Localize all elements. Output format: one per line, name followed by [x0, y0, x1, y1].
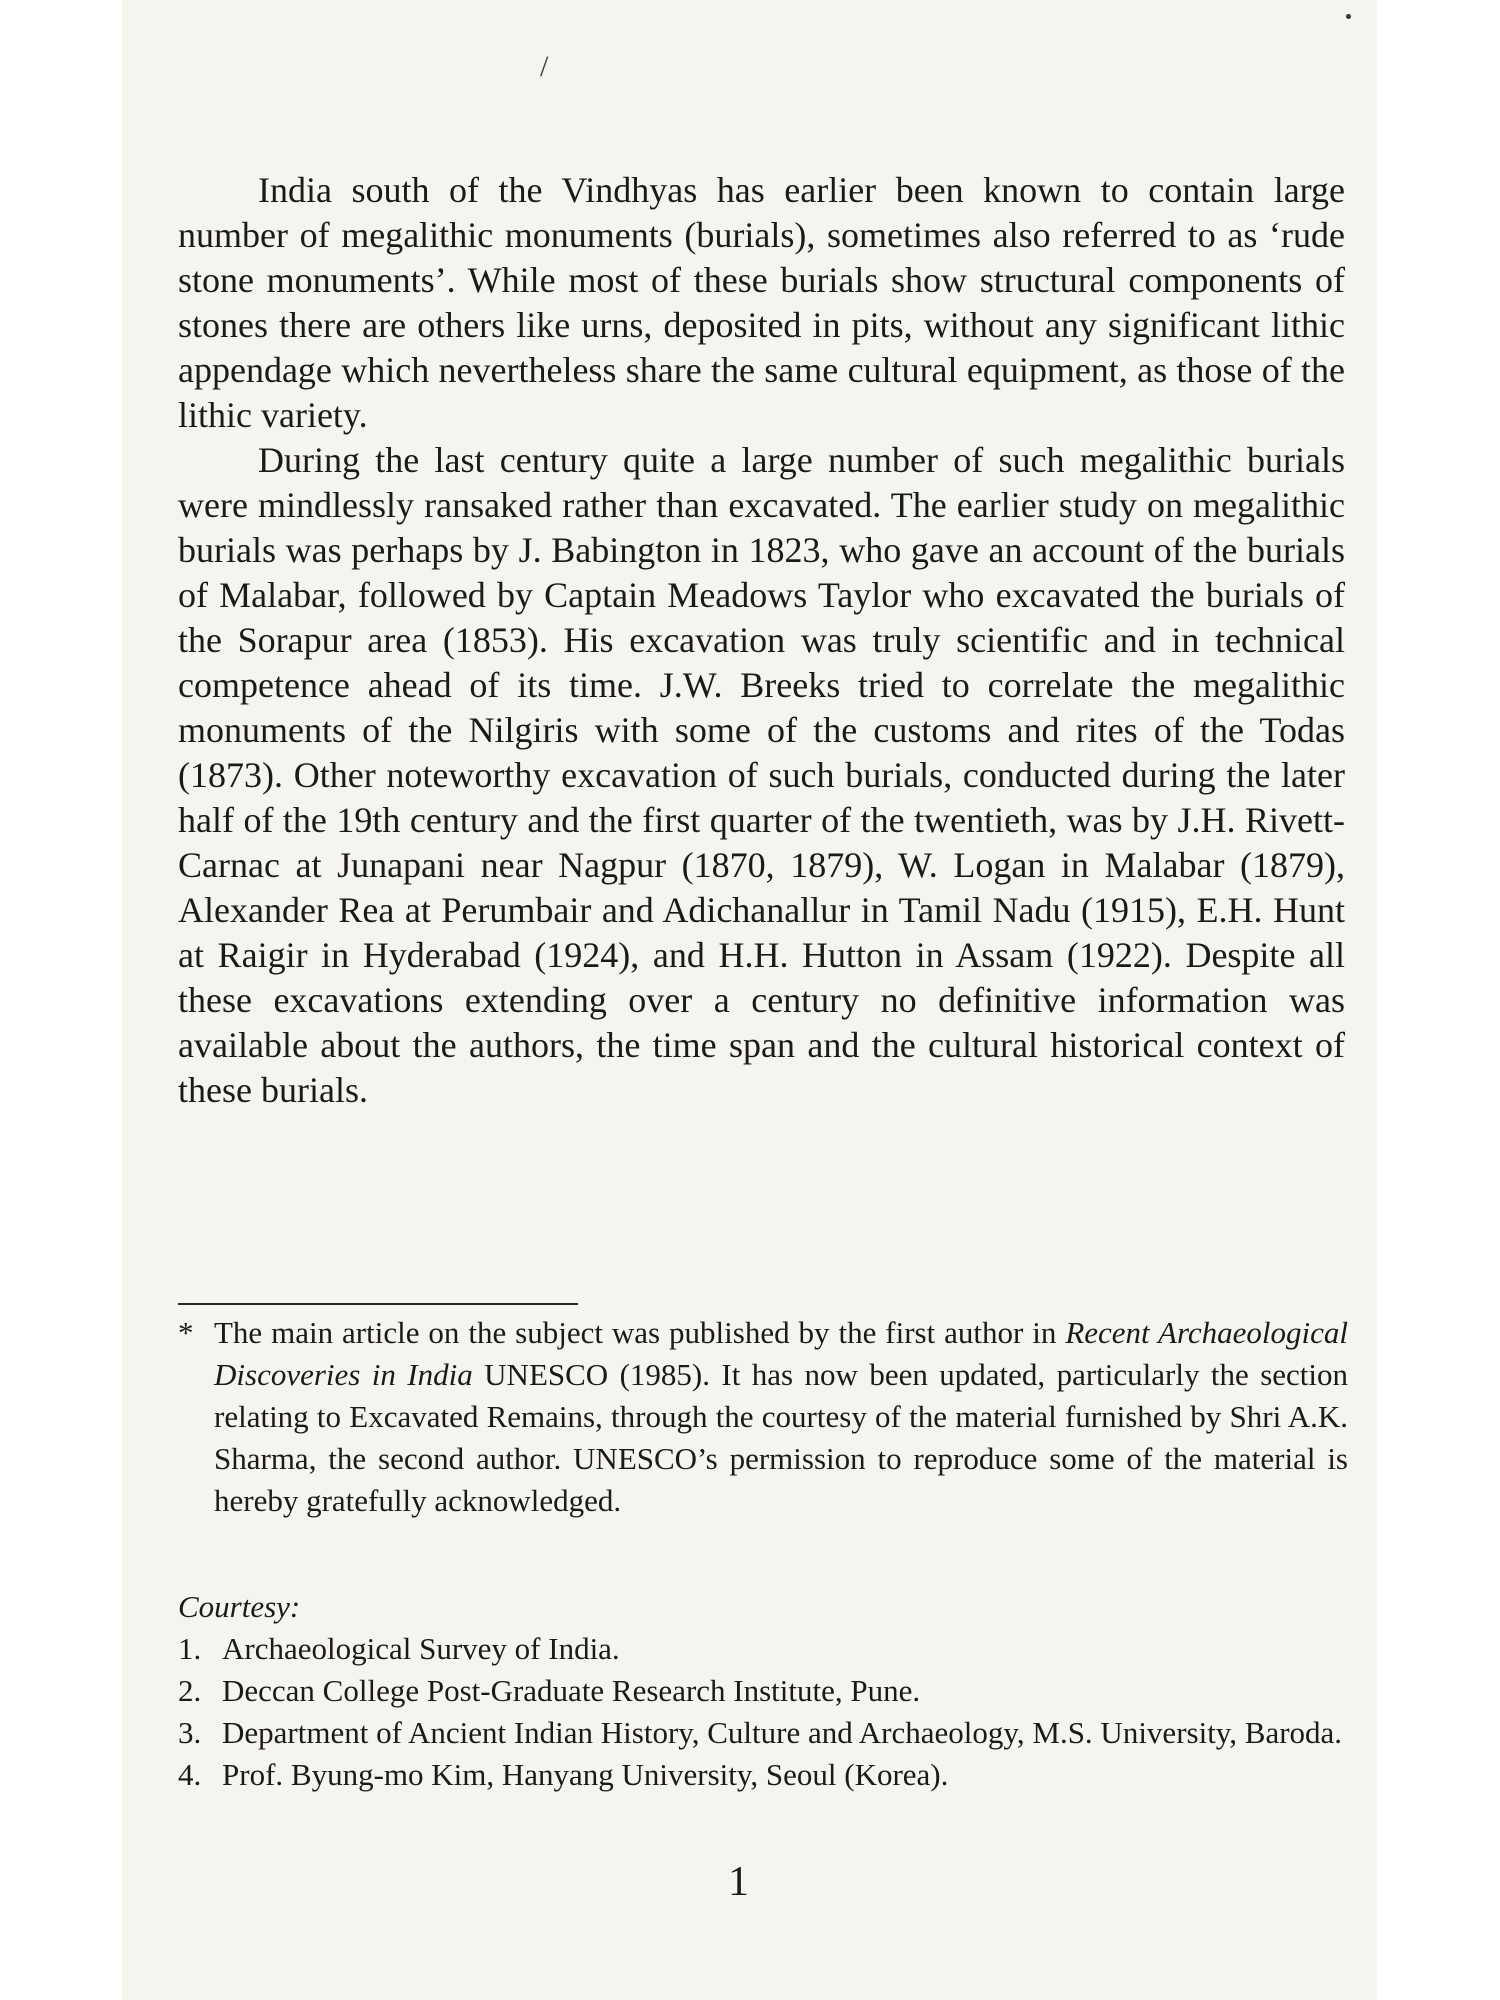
ink-dot — [1346, 14, 1351, 19]
courtesy-item — [178, 1670, 1348, 1712]
footnote-text-end: UNESCO (1985). It has now been updated, particularly the section relating to Excavated Remains, through the courtesy of the material furnished by Shri A.K. Sharma, the second author. UNESCO’s permission to reproduce some of the material is hereby gratefully acknowledged. — [214, 1357, 1349, 1518]
courtesy-item-number: 2. — [178, 1673, 202, 1708]
courtesy-item-number: 1. — [178, 1631, 202, 1666]
footnote-marker: * — [178, 1315, 194, 1350]
courtesy-item — [178, 1628, 1348, 1670]
paragraph-2: During the last century quite a large number of such megalithic burials were mindlessly ransaked rather than excavated. The earlier study on megalithic burials was perhaps by J. Babington in 1823, who gave an account of the burials of Malabar, followed by Captain Meadows Taylor who excavated the burials of the Sorapur area (1853). His excavation was truly scientific and in technical competence ahead of its time. J.W. Breeks tried to correlate the megalithic monuments of the Nilgiris with some of the customs and rites of the Todas (1873). Other noteworthy excavation of such burials, conducted during the later half of the 19th century and the first quarter of the twentieth, was by J.H. Rivett-Carnac at Junapani near Nagpur (1870, 1879), W. Logan in Malabar (1879), Alexander Rea at Perumbair and Adichanallur in Tamil Nadu (1915), E.H. Hunt at Raigir in Hyderabad (1924), and H.H. Hutton in Assam (1922). Despite all these excavations extending over a century no definitive information was available about the authors, the time span and the cultural historical context of these burials. — [178, 440, 1345, 1110]
footnote-divider — [178, 1303, 578, 1305]
courtesy-item-text: Prof. Byung-mo Kim, Hanyang University, Seoul (Korea). — [222, 1757, 949, 1792]
courtesy-list — [178, 1628, 1348, 1796]
paragraph-1: India south of the Vindhyas has earlier been known to contain large number of megalithic monuments (burials), sometimes also referred to as ‘rude stone monuments’. While most of these burials show structural components of stones there are others like urns, deposited in pits, without any significant lithic appendage which nevertheless share the same cultural equipment, as those of the lithic variety. — [178, 170, 1345, 435]
courtesy-item-text: Department of Ancient Indian History, Culture and Archaeology, M.S. University, Baroda. — [222, 1715, 1343, 1750]
courtesy-item — [178, 1754, 1348, 1796]
courtesy-item-text: Archaeological Survey of India. — [222, 1631, 620, 1666]
courtesy-item-number: 3. — [178, 1715, 202, 1750]
footnote — [178, 1312, 1348, 1522]
footnote-text-start: The main article on the subject was published by the first author in — [214, 1315, 1066, 1350]
footnote-italic-title: Recent Archaeological Discoveries in India — [214, 1315, 1348, 1392]
courtesy-title: Courtesy: — [178, 1589, 301, 1624]
courtesy-item-number: 4. — [178, 1757, 202, 1792]
footnote-body — [214, 1312, 1348, 1522]
page-number: 1 — [728, 1859, 749, 1905]
courtesy-item-text: Deccan College Post-Graduate Research Institute, Pune. — [222, 1673, 921, 1708]
courtesy-item — [178, 1712, 1348, 1754]
pencil-mark: / — [540, 50, 549, 83]
courtesy-section — [178, 1586, 1348, 1796]
main-text — [178, 168, 1345, 1113]
